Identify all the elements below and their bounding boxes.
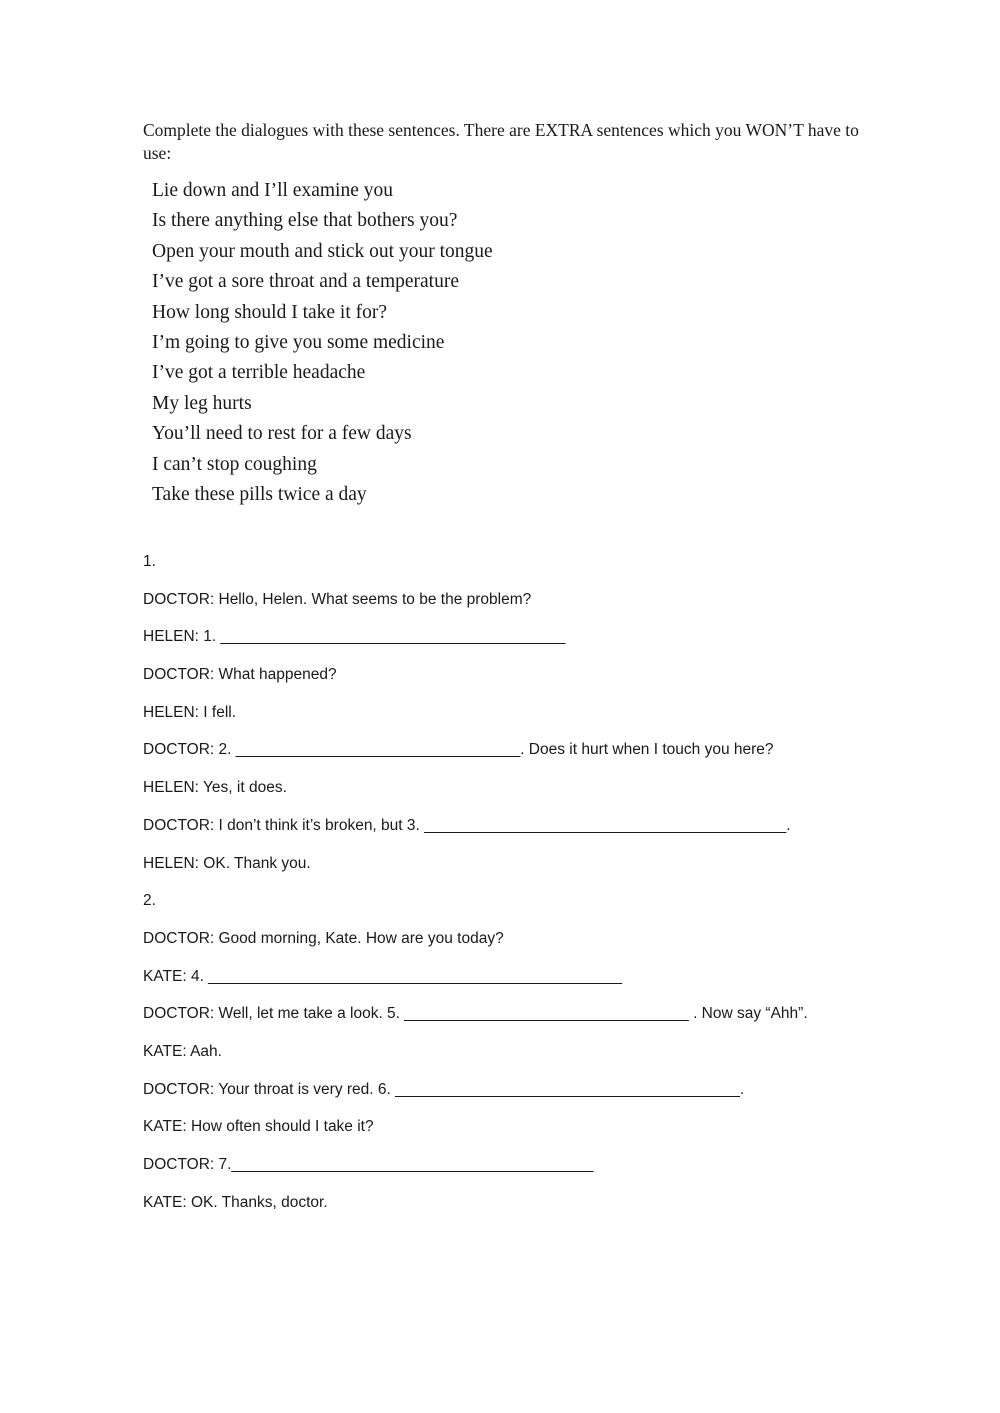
dialogue-line: HELEN: I fell. <box>143 703 237 721</box>
sentence-item: Is there anything else that bothers you? <box>152 210 458 232</box>
dialogue-line: KATE: Aah. <box>143 1042 222 1060</box>
sentence-item: Lie down and I’ll examine you <box>152 180 393 201</box>
sentence-item: I’ve got a sore throat and a temperature <box>152 271 459 293</box>
dialogue-line-blank-3: DOCTOR: I don’t think it’s broken, but 3. __________________________________________. <box>143 816 791 834</box>
dialogue-line: HELEN: Yes, it does. <box>143 779 287 797</box>
dialogue-line: DOCTOR: Good morning, Kate. How are you today? <box>143 929 504 947</box>
sentence-item: My leg hurts <box>152 392 252 414</box>
dialogue-1-number: 1. <box>143 553 156 570</box>
sentence-bank <box>152 176 493 510</box>
dialogue-line: DOCTOR: What happened? <box>143 666 337 684</box>
sentence-item: How long should I take it for? <box>152 301 388 323</box>
sentence-item: You’ll need to rest for a few days <box>152 423 412 445</box>
dialogue-line: DOCTOR: Hello, Helen. What seems to be the problem? <box>143 590 532 608</box>
sentence-item: Take these pills twice a day <box>152 483 367 505</box>
sentence-item: I’ve got a terrible headache <box>152 362 366 384</box>
dialogue-line: KATE: How often should I take it? <box>143 1118 374 1136</box>
instructions-text: Complete the dialogues with these sentences. There are EXTRA sentences which you WON’T have to use: <box>143 120 859 163</box>
sentence-item: Open your mouth and stick out your tongue <box>152 240 493 262</box>
dialogue-line-blank-2: DOCTOR: 2. _________________________________. Does it hurt when I touch you here? <box>143 741 774 759</box>
dialogue-line-blank-7: DOCTOR: 7.__________________________________________ <box>143 1156 594 1173</box>
sentence-item: I can’t stop coughing <box>152 453 317 475</box>
dialogue-2-number: 2. <box>143 892 156 910</box>
dialogue-line-blank-5: DOCTOR: Well, let me take a look. 5. _________________________________ . Now say “Ahh”. <box>143 1005 808 1023</box>
dialogues-section <box>143 549 808 1227</box>
dialogue-line-blank-1: HELEN: 1. ________________________________________ <box>143 628 566 646</box>
dialogue-line-blank-4: KATE: 4. ________________________________________________ <box>143 967 622 985</box>
dialogue-line: HELEN: OK. Thank you. <box>143 854 311 872</box>
dialogue-line: KATE: OK. Thanks, doctor. <box>143 1193 328 1211</box>
sentence-item: I’m going to give you some medicine <box>152 331 445 353</box>
dialogue-line-blank-6: DOCTOR: Your throat is very red. 6. ________________________________________. <box>143 1080 745 1098</box>
